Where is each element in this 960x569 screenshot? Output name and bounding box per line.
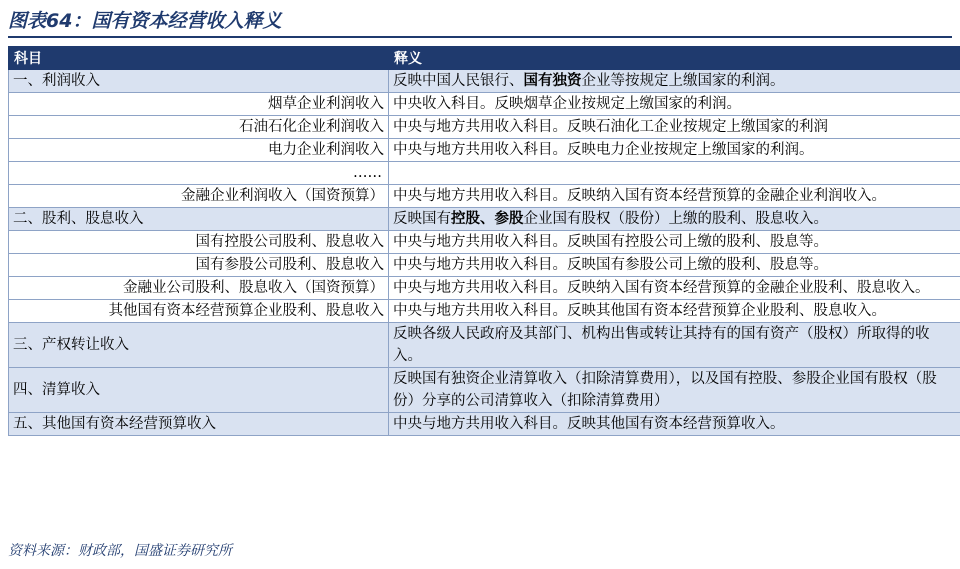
desc-emphasis: 国有独资 (523, 72, 582, 89)
row-desc: 中央与地方共用收入科目。反映国有控股公司上缴的股利、股息等。 (389, 231, 960, 254)
row-desc (389, 208, 960, 231)
row-desc: 中央与地方共用收入科目。反映其他国有资本经营预算企业股利、股息收入。 (389, 300, 960, 323)
row-item: 电力企业利润收入 (9, 139, 389, 162)
table-row (9, 139, 960, 162)
table-row (9, 368, 960, 413)
source-note: 资料来源：财政部，国盛证券研究所 (8, 543, 232, 559)
row-item: 国有参股公司股利、股息收入 (9, 254, 389, 277)
table-row (9, 93, 960, 116)
desc-emphasis: 、 (480, 210, 495, 227)
desc-text: 企业等按规定上缴国家的利润。 (581, 73, 785, 89)
row-item: 四、清算收入 (9, 368, 389, 413)
row-desc (389, 70, 960, 93)
desc-emphasis: 控股 (451, 210, 480, 227)
table-row (9, 300, 960, 323)
row-item: 石油石化企业利润收入 (9, 116, 389, 139)
row-desc: 中央与地方共用收入科目。反映纳入国有资本经营预算的金融企业股利、股息收入。 (389, 277, 960, 300)
table-row (9, 162, 960, 185)
row-item: 二、股利、股息收入 (9, 208, 389, 231)
row-desc: 反映国有独资企业清算收入（扣除清算费用），以及国有控股、参股企业国有股权（股份）分享的公司清算收入（扣除清算费用） (389, 368, 960, 413)
row-item: 金融企业利润收入（国资预算） (9, 185, 389, 208)
row-item-ellipsis: …… (9, 162, 389, 185)
revenue-definition-table (8, 46, 960, 436)
row-item: 五、其他国有资本经营预算收入 (9, 413, 389, 436)
row-desc: 中央与地方共用收入科目。反映国有参股公司上缴的股利、股息等。 (389, 254, 960, 277)
header-desc: 释义 (389, 47, 960, 70)
table-row (9, 70, 960, 93)
row-desc: 中央与地方共用收入科目。反映其他国有资本经营预算收入。 (389, 413, 960, 436)
desc-text: 企业国有股权（股份）上缴的股利、股息收入。 (523, 211, 828, 227)
row-desc (389, 162, 960, 185)
row-item: 一、利润收入 (9, 70, 389, 93)
table-row (9, 254, 960, 277)
row-desc: 中央收入科目。反映烟草企业按规定上缴国家的利润。 (389, 93, 960, 116)
table-row (9, 208, 960, 231)
row-item: 国有控股公司股利、股息收入 (9, 231, 389, 254)
row-item: 其他国有资本经营预算企业股利、股息收入 (9, 300, 389, 323)
row-desc: 中央与地方共用收入科目。反映纳入国有资本经营预算的金融企业利润收入。 (389, 185, 960, 208)
desc-text: 反映中国人民银行、 (393, 73, 524, 89)
page-title: 图表64：国有资本经营收入释义 (8, 6, 952, 38)
header-item: 科目 (9, 47, 389, 70)
table-row (9, 277, 960, 300)
row-item: 烟草企业利润收入 (9, 93, 389, 116)
table-row (9, 413, 960, 436)
table-row (9, 323, 960, 368)
row-item: 金融业公司股利、股息收入（国资预算） (9, 277, 389, 300)
row-item: 三、产权转让收入 (9, 323, 389, 368)
desc-emphasis: 参股 (494, 210, 524, 227)
row-desc: 反映各级人民政府及其部门、机构出售或转让其持有的国有资产（股权）所取得的收入。 (389, 323, 960, 368)
row-desc: 中央与地方共用收入科目。反映电力企业按规定上缴国家的利润。 (389, 139, 960, 162)
row-desc: 中央与地方共用收入科目。反映石油化工企业按规定上缴国家的利润 (389, 116, 960, 139)
table-row (9, 116, 960, 139)
table-row (9, 185, 960, 208)
table-row (9, 231, 960, 254)
table-header-row (9, 47, 960, 70)
desc-text: 反映国有 (393, 211, 451, 227)
